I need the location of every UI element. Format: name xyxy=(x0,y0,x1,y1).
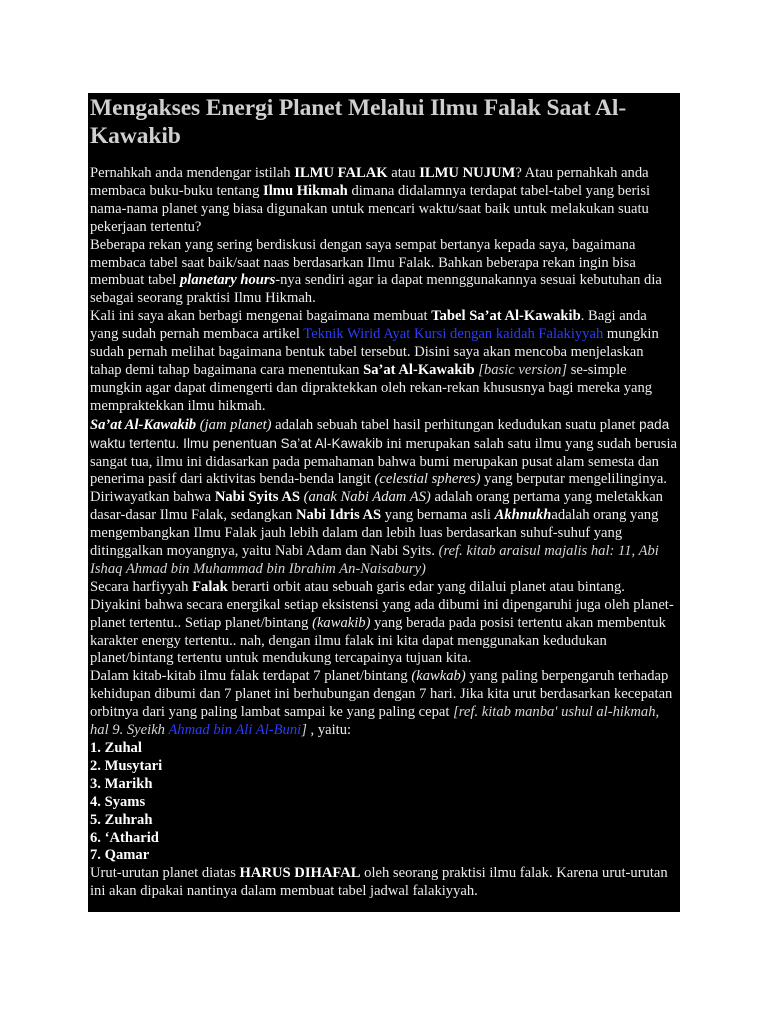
term-falak: Falak xyxy=(192,578,228,595)
text: yang bernama asli xyxy=(381,507,495,524)
text: adalah orang yang mengembangkan Ilmu Falak jauh lebih dalam dan lebih luas berdasarkan suhuf-suhuf yang ditinggalkan moyangnya, yaitu Nabi Adam dan Nabi Syits. xyxy=(90,507,659,560)
text: Secara harfiyyah xyxy=(90,578,193,595)
term-harus-dihafal: HARUS DIHAFAL xyxy=(239,865,361,882)
list-item: 3. Marikh xyxy=(90,775,153,792)
text: ini merupakan salah satu ilmu yang sudah berusia sangat tua, ilmu ini didasarkan pada pemahaman bahwa bumi merupakan pusat alam semesta dan penerima pasif dari aktivitas benda-benda langit xyxy=(90,435,678,488)
paragraph-memorize xyxy=(90,865,677,901)
article-panel xyxy=(88,93,680,912)
article-link-wirid[interactable]: Teknik Wirid Ayat Kursi dengan kaidah Falakiyyah xyxy=(303,326,604,343)
paragraph-history xyxy=(90,489,677,579)
paragraph-definition xyxy=(90,416,677,490)
term-jam-planet: (jam planet) xyxy=(199,416,272,433)
text-sans: pada waktu tertentu. Ilmu penentuan Sa’at Al-Kawakib xyxy=(90,416,670,451)
term-akhnukh: Akhnukh xyxy=(494,507,552,524)
term-ilmu-falak: ILMU FALAK xyxy=(294,165,388,181)
term-saat-al-kawakib: Sa’at Al-Kawakib xyxy=(363,361,475,378)
text: Pernahkah anda mendengar istilah xyxy=(90,165,295,181)
text: Diriwayatkan bahwa xyxy=(90,489,215,506)
list-item: 5. Zuhrah xyxy=(90,811,153,828)
paragraph-discussion xyxy=(90,237,677,309)
term-kawakib: (kawakib) xyxy=(312,614,371,631)
paragraph-intro xyxy=(90,165,677,237)
text: mungkin sudah pernah melihat bagaimana bentuk tabel tersebut. Disini saya akan mencoba menjelaskan tahap demi tahap bagaimana cara menentukan xyxy=(90,326,659,378)
text: Kali ini saya akan berbagi mengenai bagaimana membuat xyxy=(90,308,432,325)
text: oleh seorang praktisi ilmu falak. Karena urut-urutan ini akan dipakai nantinya dalam membuat tabel jadwal falakiyyah. xyxy=(90,865,668,900)
text: se-simple mungkin agar dapat dimengerti dan dipraktekkan oleh rekan-rekan khususnya bagi mereka yang mempraktekkan ilmu hikmah. xyxy=(90,361,653,414)
paragraph-falak-meaning xyxy=(90,579,677,669)
text: . Bagi anda yang sudah pernah membaca artikel xyxy=(90,308,647,343)
term-kawkab: (kawkab) xyxy=(411,668,466,685)
planet-list xyxy=(90,740,677,865)
list-item: 6. ‘Atharid xyxy=(90,829,159,846)
list-item: 7. Qamar xyxy=(90,847,150,864)
paragraph-table-intro xyxy=(90,308,677,415)
term-ilmu-nujum: ILMU NUJUM xyxy=(419,165,516,181)
author-link-al-buni[interactable]: Ahmad bin Ali Al-Buni xyxy=(168,722,302,739)
text: yang berada pada posisi tertentu akan membentuk karakter energy tertentu.. nah, dengan ilmu falak ini kita dapat menggunakan kedudukan planet/bintang tertentu untuk mendukung tercapainya tujuan kita. xyxy=(90,614,666,667)
list-item: 1. Zuhal xyxy=(90,740,142,756)
term-anak-nabi-adam: (anak Nabi Adam AS) xyxy=(303,489,431,506)
paragraph-seven-planets xyxy=(90,668,677,740)
text: ? Atau pernahkah anda membaca buku-buku tentang xyxy=(90,165,649,199)
text: -nya sendiri agar ia dapat mennggunakannya sesuai kebutuhan dia sebagai seorang praktisi Ilmu Hikmah. xyxy=(90,272,662,307)
text: adalah sebuah tabel hasil perhitungan kedudukan suatu planet xyxy=(271,416,640,433)
term-nabi-idris: Nabi Idris AS xyxy=(295,507,382,524)
term-planetary-hours: planetary hours xyxy=(179,272,276,289)
reference-close: ] xyxy=(301,722,307,739)
text: Dalam kitab-kitab ilmu falak terdapat 7 planet/bintang xyxy=(90,668,412,685)
text: yang berputar mengelilinginya. xyxy=(480,471,667,488)
reference-araisul-majalis: (ref. kitab araisul majalis hal: 11, Abi Ishaq Ahmad bin Muhammad bin Ibrahim An-Naisabury) xyxy=(90,543,659,577)
list-item: 4. Syams xyxy=(90,793,146,810)
term-basic-version: [basic version] xyxy=(478,361,568,378)
article-title: Mengakses Energi Planet Melalui Ilmu Falak Saat Al-Kawakib xyxy=(90,95,627,149)
text: atau xyxy=(387,165,420,181)
term-celestial-spheres: (celestial spheres) xyxy=(374,471,481,488)
text: Urut-urutan planet diatas xyxy=(90,865,240,882)
term-nabi-syits: Nabi Syits AS xyxy=(214,489,300,506)
text: adalah orang pertama yang meletakkan dasar-dasar Ilmu Falak, sedangkan xyxy=(90,489,663,524)
text: dimana didalamnya terdapat tabel-tabel yang berisi nama-nama planet yang biasa digunakan untuk mencari waktu/saat baik untuk melakukan suatu pekerjaan tertentu? xyxy=(90,182,651,235)
term-saat-al-kawakib-def: Sa’at Al-Kawakib xyxy=(90,416,197,433)
text: berarti orbit atau sebuah garis edar yang dilalui planet atau bintang. Diyakini bahwa secara energikal setiap eksistensi yang ada dibumi ini dipengaruhi juga oleh planet-planet tertentu.. Setiap planet/bintang xyxy=(90,578,674,631)
term-tabel-saat: Tabel Sa’at Al-Kawakib xyxy=(431,308,581,325)
reference-manba-ushul: [ref. kitab manba' ushul al-hikmah, hal 9. Syeikh xyxy=(90,704,660,739)
text: yang paling berpengaruh terhadap kehidupan dibumi dan 7 planet ini berhubungan dengan 7 hari. Jika kita urut berdasarkan kecepatan orbitnya dari yang paling lambat sampai ke yang paling cepat xyxy=(90,668,673,721)
list-item: 2. Musytari xyxy=(90,757,163,774)
text: , yaitu: xyxy=(306,722,352,739)
article-body xyxy=(90,165,677,901)
text: Beberapa rekan yang sering berdiskusi dengan saya sempat bertanya kepada saya, bagaimana membaca tabel saat baik/saat naas berdasarkan Ilmu Falak. Bahkan beberapa rekan ingin bisa membuat tabel xyxy=(90,236,636,289)
term-ilmu-hikmah: Ilmu Hikmah xyxy=(263,182,348,199)
